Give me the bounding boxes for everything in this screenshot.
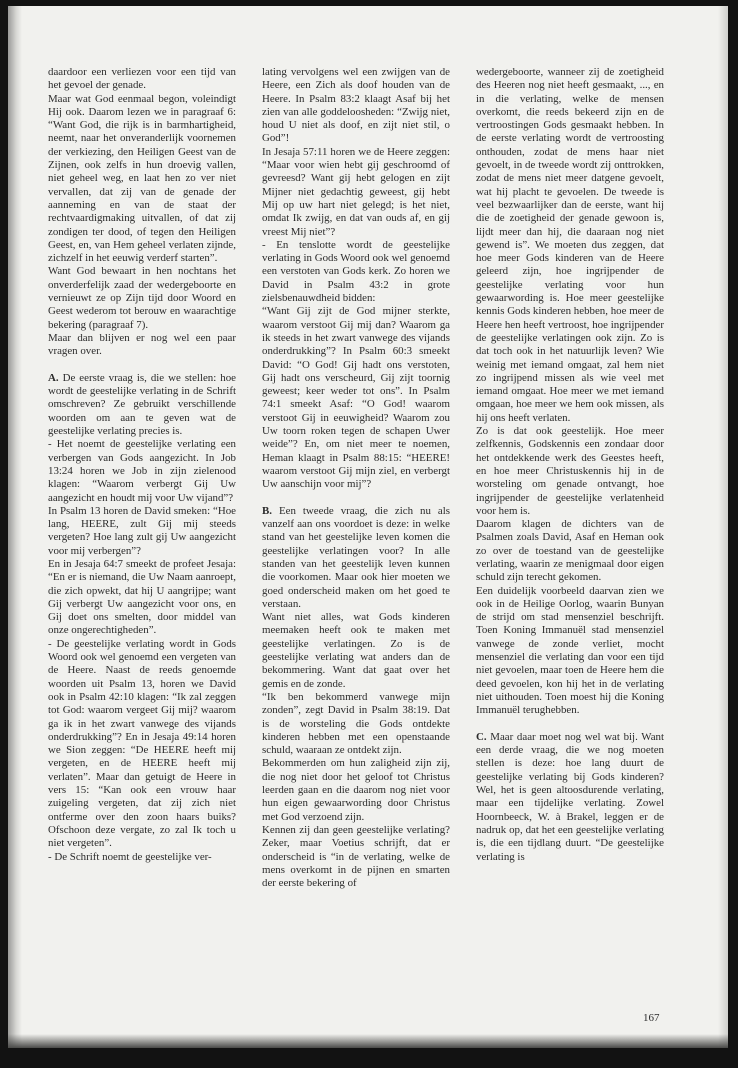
paragraph-text: daardoor een verliezen voor een tijd van het gevoel der genade. xyxy=(48,66,236,92)
paragraph xyxy=(476,585,664,718)
section-marker: C. xyxy=(476,730,487,743)
paragraph xyxy=(262,757,450,823)
paragraph xyxy=(262,305,450,491)
paragraph xyxy=(48,851,236,864)
text-column-middle xyxy=(262,66,450,890)
paragraph xyxy=(476,425,664,518)
paragraph xyxy=(48,638,236,851)
text-column-left xyxy=(48,66,236,864)
page-number: 167 xyxy=(643,1012,660,1024)
paragraph-text: “Ik ben bekommerd vanwege mijn zonden”, zegt David in Psalm 38:19. Dat is de worsteling die Gods ontdekte kinderen hebben met een openstaande schuld, waaraan ze ontdekt zijn. xyxy=(262,690,450,757)
paragraph xyxy=(476,518,664,584)
paragraph xyxy=(476,731,664,864)
text-column-right xyxy=(476,66,664,864)
paragraph xyxy=(262,66,450,146)
page-edge xyxy=(718,6,728,1048)
paragraph xyxy=(262,691,450,757)
paragraph xyxy=(48,558,236,638)
paragraph-text: wedergeboorte, wanneer zij de zoetigheid des Heeren nog niet heeft gesmaakt, ..., en in die verlating, welke de mensen overkomt, die reeds bekeerd zijn en de vertroostingen Gods gesmaakt hebben. In de eerste verlating wordt de vertroosting onthouden, zodat de mens haar niet gevoelt, in de tweede wordt zij onttrokken, zodat de mens niet meer datgene gevoelt, wat hij placht te gevoelen. De tweede is veel bezwaarlijker dan de eerste, want hij die de zoetigheid der genade gewoon is, lijdt meer dan hij, die daaraan nog niet gewend is”. We moeten dus zeggen, dat hoe meer Gods kinderen van de Heere geleerd zijn, hoe ingrijpender de geestelijke verlating voor hun gewaarwording is. Hoe meer geestelijke kennis Gods kinderen hebben, hoe meer de Heere hen heeft vertroost, hoe ingrijpender de geestelijke verlatingen ook zijn. Zo is dat toch ook in het natuurlijk leven? Wie weinig met iemand omgaat, zal hem niet zo ingrijpend missen als wie veel met iemand omgaat. Hoe meer we met iemand omgaan, hoe meer we hem ook missen, als hij ons heeft verlaten. xyxy=(476,66,664,424)
section-marker: A. xyxy=(48,371,59,384)
paragraph-text: Zo is dat ook geestelijk. Hoe meer zelfkennis, Godskennis een zondaar door het ontdekkende werk des Geestes heeft, en hoe meer Christuskennis hij in de worsteling om genade ontvangt, hoe ingrijpender de geestelijke verlatenheid voor hem is. xyxy=(476,425,664,517)
paragraph-text: - En tenslotte wordt de geestelijke verlating in Gods Woord ook wel genoemd een verstoten van Gods kerk. Zo horen we David in Psalm 43:2 in grote zielsbenauwdheid bidden: xyxy=(262,238,450,305)
book-page xyxy=(8,6,728,1048)
paragraph-text: Maar wat God eenmaal begon, voleindigt Hij ook. Daarom lezen we in paragraaf 6: “Want God, die rijk is in barmhartigheid, neemt, naar het onveranderlijk voornemen der verkiezing, den Heiligen Geest van de Zijnen, ook zelfs in hun droevig vallen, niet geheel weg, en laat hen zo ver niet vervallen, dat zij van de genade der aanneming en van de staat der rechtvaardigmaking uitvallen, of dat zij zondigen ter dood, of tegen den Heiligen Geest, en, van Hem geheel verlaten zijnde, zichzelf in het eeuwig verderf starten”. xyxy=(48,92,236,265)
paragraph xyxy=(48,66,236,93)
paragraph xyxy=(48,372,236,438)
paragraph xyxy=(262,146,450,239)
paragraph-text: En in Jesaja 64:7 smeekt de profeet Jesaja: “En er is niemand, die Uw Naam aanroept, die zich opwekt, dat hij U aangrijpe; want Gij verbergt Uw aangezicht voor ons, en Gij doet ons smelten, door middel van onze ongerechtigheden”. xyxy=(48,557,236,637)
paragraph xyxy=(48,438,236,504)
paragraph xyxy=(48,265,236,331)
paragraph-text: In Jesaja 57:11 horen we de Heere zeggen: “Maar voor wien hebt gij geschroomd of gevreesd? Want gij hebt gelogen en zijt Mijner niet gedachtig geweest, gij hebt Mij op uw hart niet gelegd; is het niet, omdat Ik zwijg, en dat van ouds af, en gij vreest Mij niet”? xyxy=(262,145,450,238)
paragraph xyxy=(262,505,450,611)
paragraph-text: Bekommerden om hun zaligheid zijn zij, die nog niet door het geloof tot Christus leerden gaan en die daarom nog niet voor hun eigen gewaarwording door Christus met God verzoend zijn. xyxy=(262,757,450,823)
paragraph xyxy=(262,824,450,890)
paragraph-text: “Want Gij zijt de God mijner sterkte, waarom verstoot Gij mij dan? Waarom ga ik steeds in het zwart vanwege des vijands onderdrukking”? In Psalm 60:3 smeekt David: “O God! Gij hadt ons verstoten, Gij hadt ons verscheurd, Gij zijt toornig geweest; keer weder tot ons”. In Psalm 74:1 smeekt Asaf: “O God! waarom verstoot Gij in eeuwigheid? Waarom zou Uw toorn roken tegen de schapen Uwer weide”? En, om niet meer te noemen, Heman klaagt in Psalm 88:15: “HEERE! waarom verstoot Gij mijn ziel, en verbergt Uw aanschijn voor mij”? xyxy=(262,305,450,491)
paragraph xyxy=(262,611,450,691)
page-bottom-shadow xyxy=(8,1034,728,1048)
paragraph-text: Maar daar moet nog wel wat bij. Want een derde vraag, die we nog moeten stellen is deze: hoe lang duurt de geestelijke verlating bij Gods kinderen? Wel, het is geen altoosdurende verlating, maar een tijdelijke verlating. Zowel Hoornbeeck, W. à Brakel, leggen er de nadruk op, dat het een geestelijke verlating is, die een tijdlang duurt. “De geestelijke verlating is xyxy=(476,730,664,863)
paragraph-text: Want niet alles, wat Gods kinderen meemaken heeft ook te maken met geestelijke verlatingen. Zo is de geestelijke verlating wat anders dan de bekommering. Want dat gaat over het gemis en de zonde. xyxy=(262,611,450,690)
gutter-shadow xyxy=(8,6,22,1048)
paragraph xyxy=(476,66,664,425)
paragraph xyxy=(48,332,236,359)
paragraph-text: Kennen zij dan geen geestelijke verlating? Zeker, maar Voetius schrijft, dat er onderscheid is “in de verlating, welke de mens overkomt in de pijnen en smarten der eerste bekering of xyxy=(262,823,450,890)
paragraph-text: Daarom klagen de dichters van de Psalmen zoals David, Asaf en Heman ook zo over de toestand van de geestelijke verlating, waarin ze menigmaal door eigen schuld zijn terecht gekomen. xyxy=(476,518,664,584)
paragraph-text: - Het noemt de geestelijke verlating een verbergen van Gods aangezicht. In Job 13:24 horen we Job in zijn zielenood klagen: “Waarom verbergt Gij Uw aangezicht en houdt mij voor Uw vijand”? xyxy=(48,438,236,504)
paragraph-text: In Psalm 13 horen de David smeken: “Hoe lang, HEERE, zult Gij mij steeds vergeten? Hoe lang zult gij Uw aangezicht voor mij verbergen”? xyxy=(48,504,236,557)
paragraph-text: Maar dan blijven er nog wel een paar vragen over. xyxy=(48,331,236,358)
paragraph-text: Want God bewaart in hen nochtans het onverderfelijk zaad der wedergeboorte en vernieuwt ze op Zijn tijd door Woord en Geest wederom tot berouw en waarachtige bekering (paragraaf 7). xyxy=(48,265,236,331)
paragraph-text: Een duidelijk voorbeeld daarvan zien we ook in de Heilige Oorlog, waarin Bunyan de strijd om stad mensenziel beschrijft. Toen Koning Immanuël stad mensenziel vanwege de zonde verliet, mocht mensenziel die verlating dan voor een tijd niet gevoelen, maar toen de Heere hem die deed gevoelen, kon hij het in de verlating niet uithouden. Toen moest hij die Koning Immanuël terughebben. xyxy=(476,584,664,717)
paragraph-text: - De Schrift noemt de geestelijke ver- xyxy=(48,850,212,863)
paragraph-text: lating vervolgens wel een zwijgen van de Heere, een Zich als doof houden van de Heere. In Psalm 83:2 klaagt Asaf bij het zien van alle goddeloosheden: “Zwijg niet, houd U niet als doof, en zijt niet stil, o God”! xyxy=(262,66,450,145)
paragraph-text: Een tweede vraag, die zich nu als vanzelf aan ons voordoet is deze: in welke stand van het geestelijke leven komen die geestelijke verlatingen voor? In alle standen van het geestelijk leven kunnen die voorkomen. Maar ook hier moeten we goed onderscheid maken om het goed te verstaan. xyxy=(262,504,450,610)
paragraph xyxy=(48,93,236,266)
paragraph-text: De eerste vraag is, die we stellen: hoe wordt de geestelijke verlating in de Schrift omschreven? Ze gebruikt verschillende woorden om aan te geven wat de geestelijke verlating precies is. xyxy=(48,371,236,438)
paragraph-text: - De geestelijke verlating wordt in Gods Woord ook wel genoemd een vergeten van de Heere. Naast de reeds genoemde woorden uit Psalm 13, horen we David ook in Psalm 42:10 klagen: “Ik zal zeggen tot God: waarom vergeet Gij mij? waarom ga ik in het zwart vanwege des vijands onderdrukking”? En in Jesaja 49:14 horen we Sion zeggen: “De HEERE heeft mij vergeten, en de HEERE heeft mij verlaten”. Maar dan getuigt de Heere in vers 15: “Kan ook een vrouw haar zuigeling vergeten, dat zij zich niet ontferme over den zoon haars buiks? Ofschoon deze vergate, zo zal Ik toch u niet vergeten”. xyxy=(48,637,236,850)
paragraph xyxy=(262,239,450,305)
paragraph xyxy=(48,505,236,558)
section-marker: B. xyxy=(262,504,272,517)
